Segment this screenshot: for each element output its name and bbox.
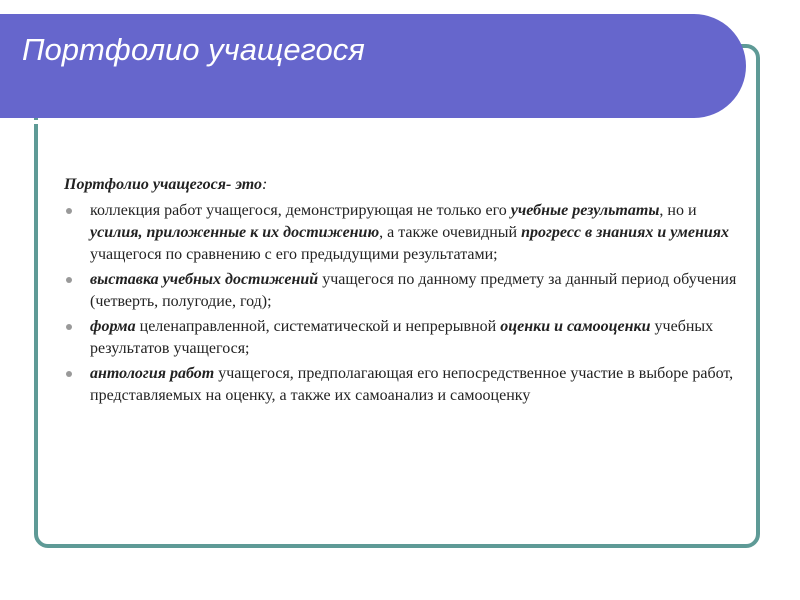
emphasis-text: антология работ [90,365,215,382]
intro-colon: : [262,176,268,193]
bullet-text: целенаправленной, систематической и непрерывной [135,318,501,335]
bullet-dot-icon [66,208,72,214]
emphasis-text: оценки и самооценки [500,318,651,335]
intro-line [64,174,744,196]
bullet-item [64,363,744,407]
intro-text: Портфолио учащегося- это [64,176,263,193]
bullet-list [64,200,744,407]
title-bar [0,14,746,118]
emphasis-text: форма [90,318,136,335]
emphasis-text: выставка учебных достижений [90,271,319,288]
bullet-dot-icon [66,371,72,377]
bullet-dot-icon [66,277,72,283]
emphasis-text: прогресс в знаниях и умениях [521,224,730,241]
bullet-dot-icon [66,324,72,330]
bullet-item [64,269,744,313]
emphasis-text: учебные результаты [510,202,660,219]
bullet-text: коллекция работ учащегося, демонстрирующая не только его [90,202,511,219]
bullet-text: , а также очевидный [379,224,522,241]
bullet-text: учебных результатов учащегося; [90,318,714,357]
bullet-text: , но и [659,202,697,219]
bullet-item [64,200,744,266]
title-underline [0,120,706,124]
bullet-text: учащегося по данному предмету за данный период обучения (четверть, полугодие, год); [90,271,737,310]
slide-title: Портфолио учащегося [22,32,365,67]
bullet-text: учащегося, предполагающая его непосредственное участие в выборе работ, представляемых на оценку, а также их самоанализ и самооценку [90,365,734,404]
emphasis-text: усилия, приложенные к их достижению [90,224,380,241]
slide-content [64,174,744,410]
bullet-item [64,316,744,360]
bullet-text: учащегося по сравнению с его предыдущими результатами; [90,246,498,263]
